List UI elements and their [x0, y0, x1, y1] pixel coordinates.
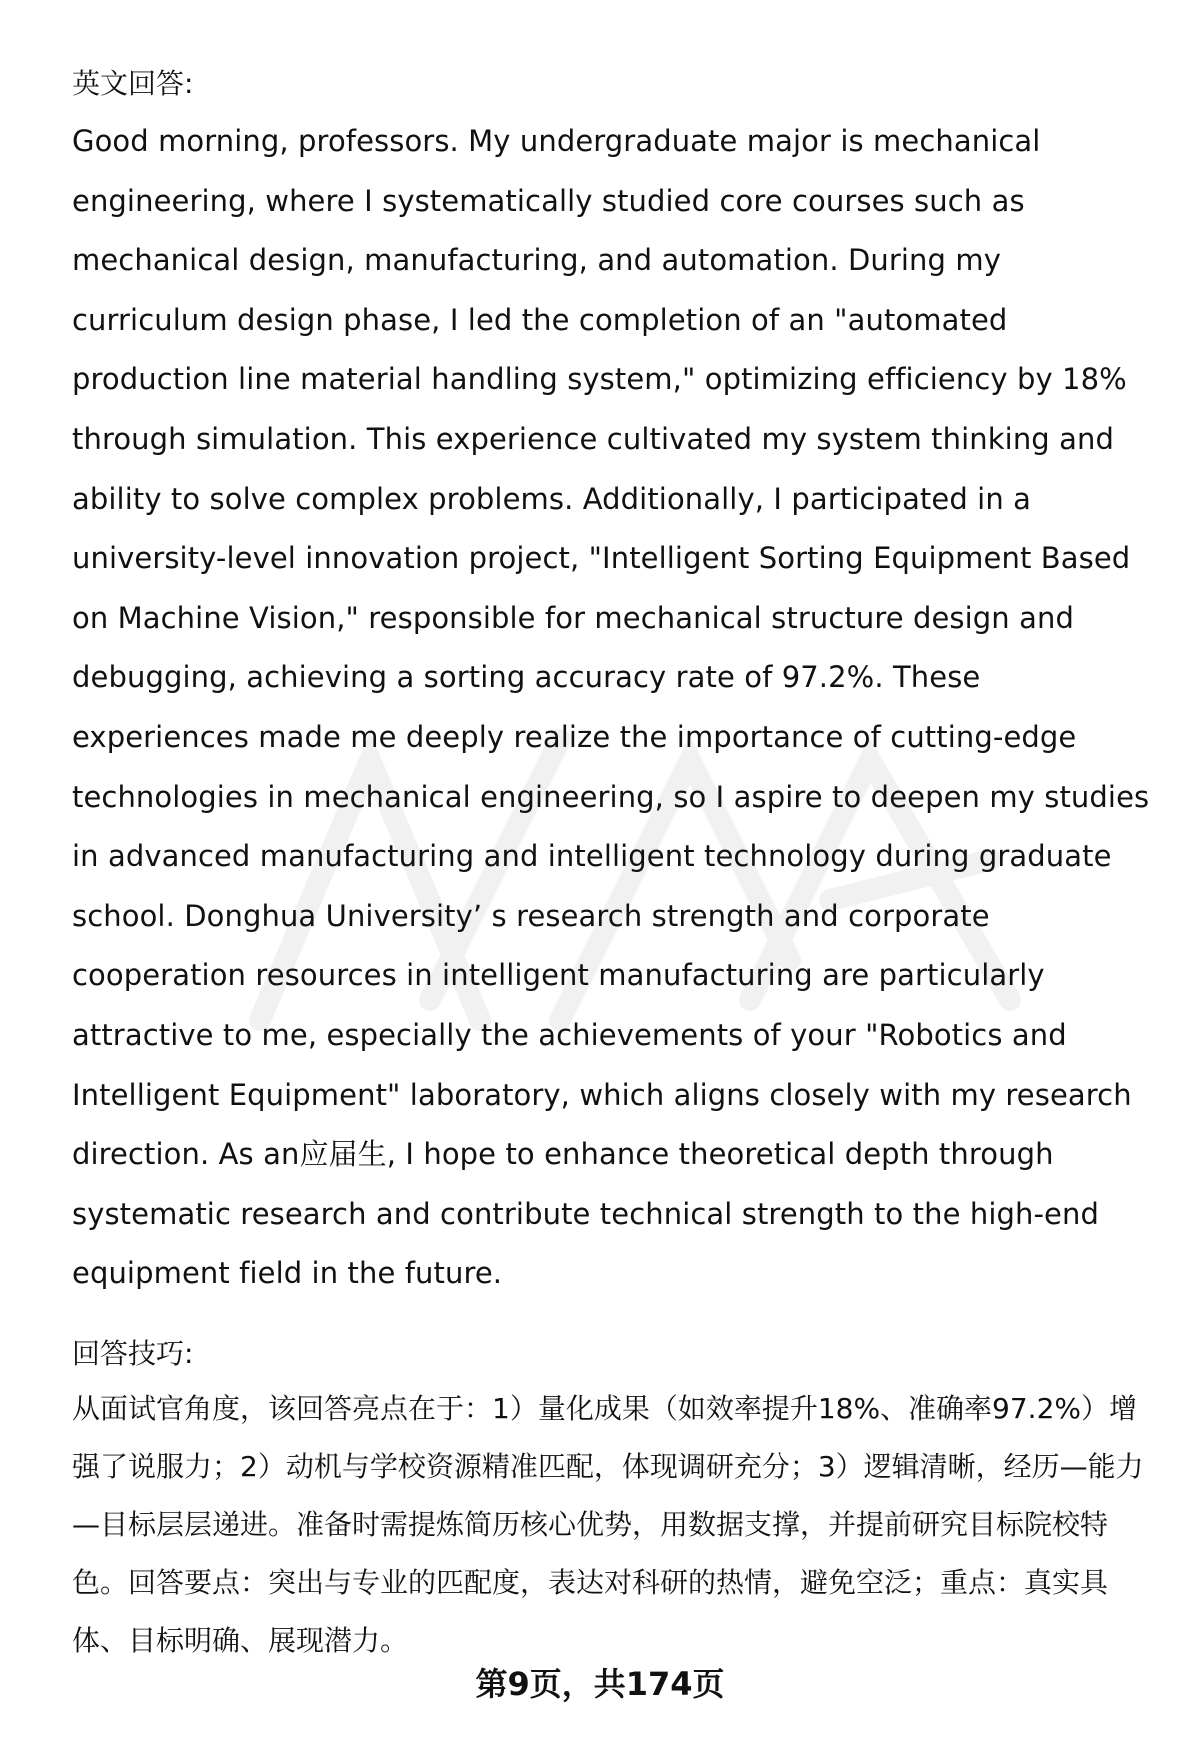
main-content [72, 64, 1162, 1670]
english-answer-text: Good morning, professors. My undergraduate major is mechanical engineering, where I systematically studied core courses such as mechanical design, manufacturing, and automation. During my curriculum design phase, I led the completion of an "automated production line material handling system," optimizing efficiency by 18% through simulation. This experience cultivated my system thinking and ability to solve complex problems. Additionally, I participated in a university-level innovation project, "Intelligent Sorting Equipment Based on Machine Vision," responsible for mechanical structure design and debugging, achieving a sorting accuracy rate of 97.2%. These experiences made me deeply realize the importance of cutting-edge technologies in mechanical engineering, so I aspire to deepen my studies in advanced manufacturing and intelligent technology during graduate school. Donghua University’ s research strength and corporate cooperation resources in intelligent manufacturing are particularly attractive to me, especially the achievements of your "Robotics and Intelligent Equipment" laboratory, which aligns closely with my research direction. As an应届生, I hope to enhance theoretical depth through systematic research and contribute technical strength to the high-end equipment field in the future. [72, 124, 1150, 1291]
answer-tips-heading: 回答技巧: [72, 1336, 194, 1370]
english-answer-heading: 英文回答: [72, 67, 194, 100]
answer-tips-text: 从面试官角度，该回答亮点在于：1）量化成果（如效率提升18%、准确率97.2%）增强了说服力；2）动机与学校资源精准匹配，体现调研充分；3）逻辑清晰，经历—能力—目标层层递进。准备时需提炼简历核心优势，用数据支撑，并提前研究目标院校特色。回答要点：突出与专业的匹配度，表达对科研的热情，避免空泛；重点：真实具体、目标明确、展现潜力。 [72, 1391, 1144, 1657]
page-number: 第9页，共174页 [475, 1665, 725, 1703]
